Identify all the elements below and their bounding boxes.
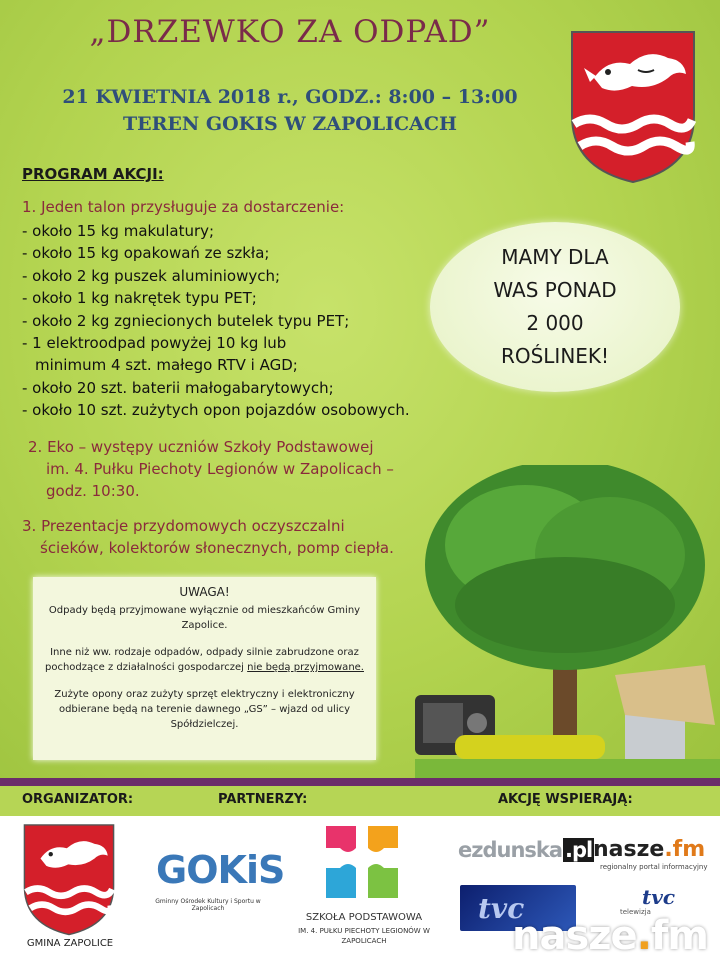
- program-point-3-line: 3. Prezentacje przydomowych oczyszczalni: [22, 517, 345, 535]
- plants-bubble: [430, 222, 680, 392]
- notice-box: [33, 577, 376, 760]
- list-item: - około 2 kg puszek aluminiowych;: [22, 266, 281, 285]
- program-point-2-line: godz. 10:30.: [46, 482, 140, 500]
- program-point-2-line: 2. Eko – występy uczniów Szkoły Podstawowej: [28, 438, 374, 456]
- school-name: SZKOŁA PODSTAWOWA: [305, 912, 423, 923]
- watermark-a: nasze: [512, 913, 637, 959]
- date-line: 21 KWIETNIA 2018 r., GODZ.: 8:00 – 13:00: [62, 86, 518, 108]
- watermark-c: fm: [650, 913, 708, 959]
- nasze-fm: .fm: [664, 837, 706, 862]
- program-point-3: [22, 515, 462, 559]
- notice-para-3: Zużyte opony oraz zużyty sprzęt elektryczny i elektroniczny odbierane będą na terenie dawnego „GS” – wjazd od ulicy Spółdzielczej.: [54, 689, 355, 730]
- organizer-label: ORGANIZATOR:: [22, 792, 134, 807]
- list-item: - około 10 szt. zużytych opon pojazdów osobowych.: [22, 401, 410, 420]
- notice-title: UWAGA!: [179, 585, 230, 599]
- place-line: TEREN GOKIS W ZAPOLICACH: [123, 113, 457, 135]
- footer-divider: [0, 778, 720, 786]
- school-subtitle: IM. 4. PUŁKU PIECHOTY LEGIONÓW W ZAPOLICACH: [298, 927, 430, 945]
- ezdunska-word: ezdunska: [458, 838, 563, 862]
- list-item: - około 15 kg opakowań ze szkła;: [22, 244, 270, 263]
- poster-title: „DRZEWKO ZA ODPAD”: [89, 14, 491, 50]
- program-point-1-heading: 1. Jeden talon przysługuje za dostarczenie:: [22, 198, 345, 216]
- support-label: AKCJĘ WSPIERAJĄ:: [498, 792, 633, 807]
- school-logo-icon: [320, 820, 404, 904]
- tvc-small-subtitle: telewizja: [620, 908, 651, 916]
- partners-label: PARTNERZY:: [218, 792, 308, 807]
- program-heading: PROGRAM AKCJI:: [22, 165, 164, 183]
- ezdunska-logo: [458, 838, 594, 862]
- watermark-dot: .: [636, 913, 651, 959]
- notice-para-1: Odpady będą przyjmowane wyłącznie od mieszkańców Gminy Zapolice.: [48, 605, 361, 631]
- notice-para-2-text: Inne niż ww. rodzaje odpadów, odpady silnie zabrudzone oraz pochodzące z działalności gospodarczej: [45, 647, 359, 673]
- gmina-label: GMINA ZAPOLICE: [26, 938, 114, 949]
- notice-para-2: [33, 645, 376, 675]
- plants-bubble-line: MAMY DLA: [501, 245, 609, 269]
- list-item: - około 15 kg makulatury;: [22, 222, 215, 240]
- program-point-2: [28, 436, 448, 502]
- list-item: - około 2 kg zgniecionych butelek typu PET;: [22, 311, 350, 330]
- tree-illustration: [415, 465, 720, 778]
- nasze-fm-logo: [593, 837, 705, 862]
- plants-bubble-line: ROŚLINEK!: [500, 344, 610, 368]
- plants-bubble-text: [475, 241, 635, 373]
- notice-para-2-emphasis: nie będą przyjmowane.: [247, 662, 364, 673]
- plants-bubble-line: 2 000: [526, 311, 584, 335]
- program-items-list: [22, 220, 410, 422]
- list-item: minimum 4 szt. małego RTV i AGD;: [35, 356, 298, 375]
- program-point-2-line: im. 4. Pułku Piechoty Legionów w Zapolicach –: [46, 460, 394, 478]
- watermark: [512, 913, 708, 959]
- list-item: - 1 elektroodpad powyżej 10 kg lub: [22, 334, 287, 353]
- ezdunska-pl: .pl: [565, 838, 593, 862]
- zapolice-crest-icon: [568, 28, 698, 184]
- nasze-word: nasze: [593, 837, 665, 862]
- gmina-crest-icon: [20, 822, 118, 936]
- gokis-subtitle: Gminny Ośrodek Kultury i Sportu w Zapolicach: [155, 898, 261, 912]
- gokis-logo: GOKiS: [156, 848, 285, 892]
- nasze-fm-subtitle: regionalny portal informacyjny: [600, 863, 708, 871]
- tvc-logo: tvc: [478, 892, 525, 925]
- tvc-small-logo: tvc: [642, 885, 676, 909]
- list-item: - około 20 szt. baterii małogabarytowych;: [22, 378, 334, 397]
- program-point-3-line: ścieków, kolektorów słonecznych, pomp ciepła.: [40, 539, 394, 557]
- list-item: - około 1 kg nakrętek typu PET;: [22, 289, 257, 308]
- plants-bubble-line: WAS PONAD: [493, 278, 617, 302]
